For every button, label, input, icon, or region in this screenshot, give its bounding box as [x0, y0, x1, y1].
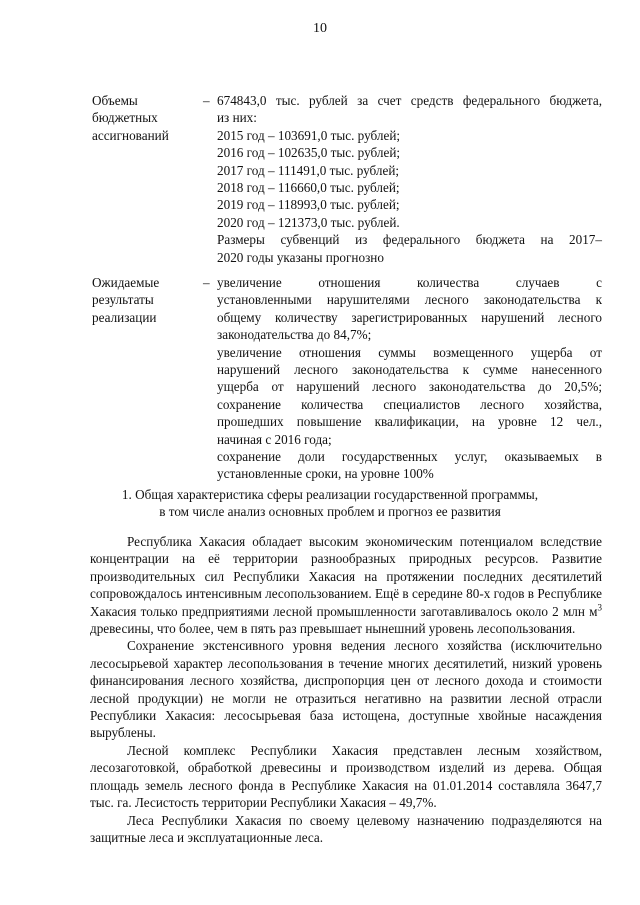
results-label-line: Ожидаемые — [92, 275, 160, 290]
results-line: прошедших повышение квалификации, на уровне 12 чел., — [217, 414, 602, 430]
section-heading — [90, 486, 570, 521]
funding-content — [217, 92, 602, 266]
results-dash: – — [203, 275, 210, 290]
results-line: увеличение отношения количества случаев с — [217, 275, 602, 290]
section-heading-line2: в том числе анализ основных проблем и прогноз ее развития — [159, 504, 501, 520]
results-line: нарушений лесного законодательства к сумме нанесенного — [217, 362, 602, 378]
results-line: установленные сроки, на уровне 100% — [217, 466, 434, 482]
paragraph-1-text-end: древесины, что более, чем в пять раз превышает нынешний уровень лесопользования. — [90, 621, 576, 637]
funding-line: 2019 год – 118993,0 тыс. рублей; — [217, 197, 400, 213]
results-line: сохранение количества специалистов лесного хозяйства, — [217, 396, 602, 412]
funding-line: 2017 год – 111491,0 тыс. рублей; — [217, 162, 400, 178]
paragraph-4: Леса Республики Хакасия по своему целевому назначению подразделяются на защитные леса и эксплуатационные леса. — [90, 812, 602, 845]
results-line: начиная с 2016 года; — [217, 431, 332, 447]
paragraph-1 — [90, 533, 602, 637]
paragraph-1-text: Республика Хакасия обладает высоким экономическим потенциалом вследствие концентрации на её территории разнообразных природных ресурсов. Развитие производительных сил Республики Хакасия на протяжении последних десятилетий сопровождалось интенсивным лесопользованием. Ещё в середине 80-х годов в Республике Хакасия только предприятиями лесной промышленности заготавливалось около 2 млн м — [90, 534, 602, 619]
body-text — [90, 533, 602, 846]
funding-label-line: бюджетных — [92, 110, 158, 126]
funding-line: 2020 годы указаны прогнозно — [217, 249, 384, 265]
results-label-line: реализации — [92, 309, 157, 325]
funding-dash: – — [203, 93, 210, 108]
results-line: сохранение доли государственных услуг, оказываемых в — [217, 449, 602, 465]
funding-line: 2015 год – 103691,0 тыс. рублей; — [217, 127, 401, 143]
results-label-line: результаты — [92, 292, 154, 308]
funding-row — [92, 92, 602, 266]
funding-line: 2020 год – 121373,0 тыс. рублей. — [217, 214, 400, 230]
funding-line: 674843,0 тыс. рублей за счет средств федерального бюджета, — [217, 93, 602, 108]
funding-label-line: Объемы — [92, 93, 138, 108]
cubic-superscript: 3 — [597, 602, 602, 613]
funding-line: Размеры субвенций из федерального бюджета на 2017– — [217, 232, 602, 248]
results-row — [92, 274, 602, 483]
results-line: установленными нарушителями лесного законодательства к — [217, 292, 602, 308]
funding-label — [92, 92, 203, 266]
section-heading-line1: 1. Общая характеристика сферы реализации государственной программы, — [121, 487, 539, 502]
results-line: увеличение отношения суммы возмещенного ущерба от — [217, 344, 602, 360]
results-line: общему количеству зарегистрированных нарушений лесного — [217, 309, 602, 325]
funding-line: 2018 год – 116660,0 тыс. рублей; — [217, 180, 400, 196]
results-label — [92, 274, 203, 483]
paragraph-2: Сохранение экстенсивного уровня ведения лесного хозяйства (исключительно лесосырьевой характер лесопользования в течение многих десятилетий, низкий уровень финансирования лесного хозяйства, диспропорция цен от лесного дохода и стоимости лесной продукции) не могли не отразиться негативно на развитии лесной отрасли Республики Хакасия: лесосырьевая база истощена, доступные хвойные насаждения вырублены. — [90, 638, 602, 741]
funding-line: из них: — [217, 110, 257, 126]
paragraph-3: Лесной комплекс Республики Хакасия представлен лесным хозяйством, лесозаготовкой, обработкой древесины и производством изделий из дерева. Общая площадь земель лесного фонда в Республике Хакасия на 01.01.2014 составляла 3647,7 тыс. га. Лесистость территории Республики Хакасия – 49,7%. — [90, 742, 602, 811]
results-line: законодательства до 84,7%; — [217, 327, 372, 343]
page-number: 10 — [313, 21, 327, 36]
results-content — [217, 274, 602, 483]
funding-label-line: ассигнований — [92, 127, 169, 143]
funding-line: 2016 год – 102635,0 тыс. рублей; — [217, 145, 401, 161]
results-line: ущерба от нарушений лесного законодательства до 20,5%; — [217, 379, 602, 395]
